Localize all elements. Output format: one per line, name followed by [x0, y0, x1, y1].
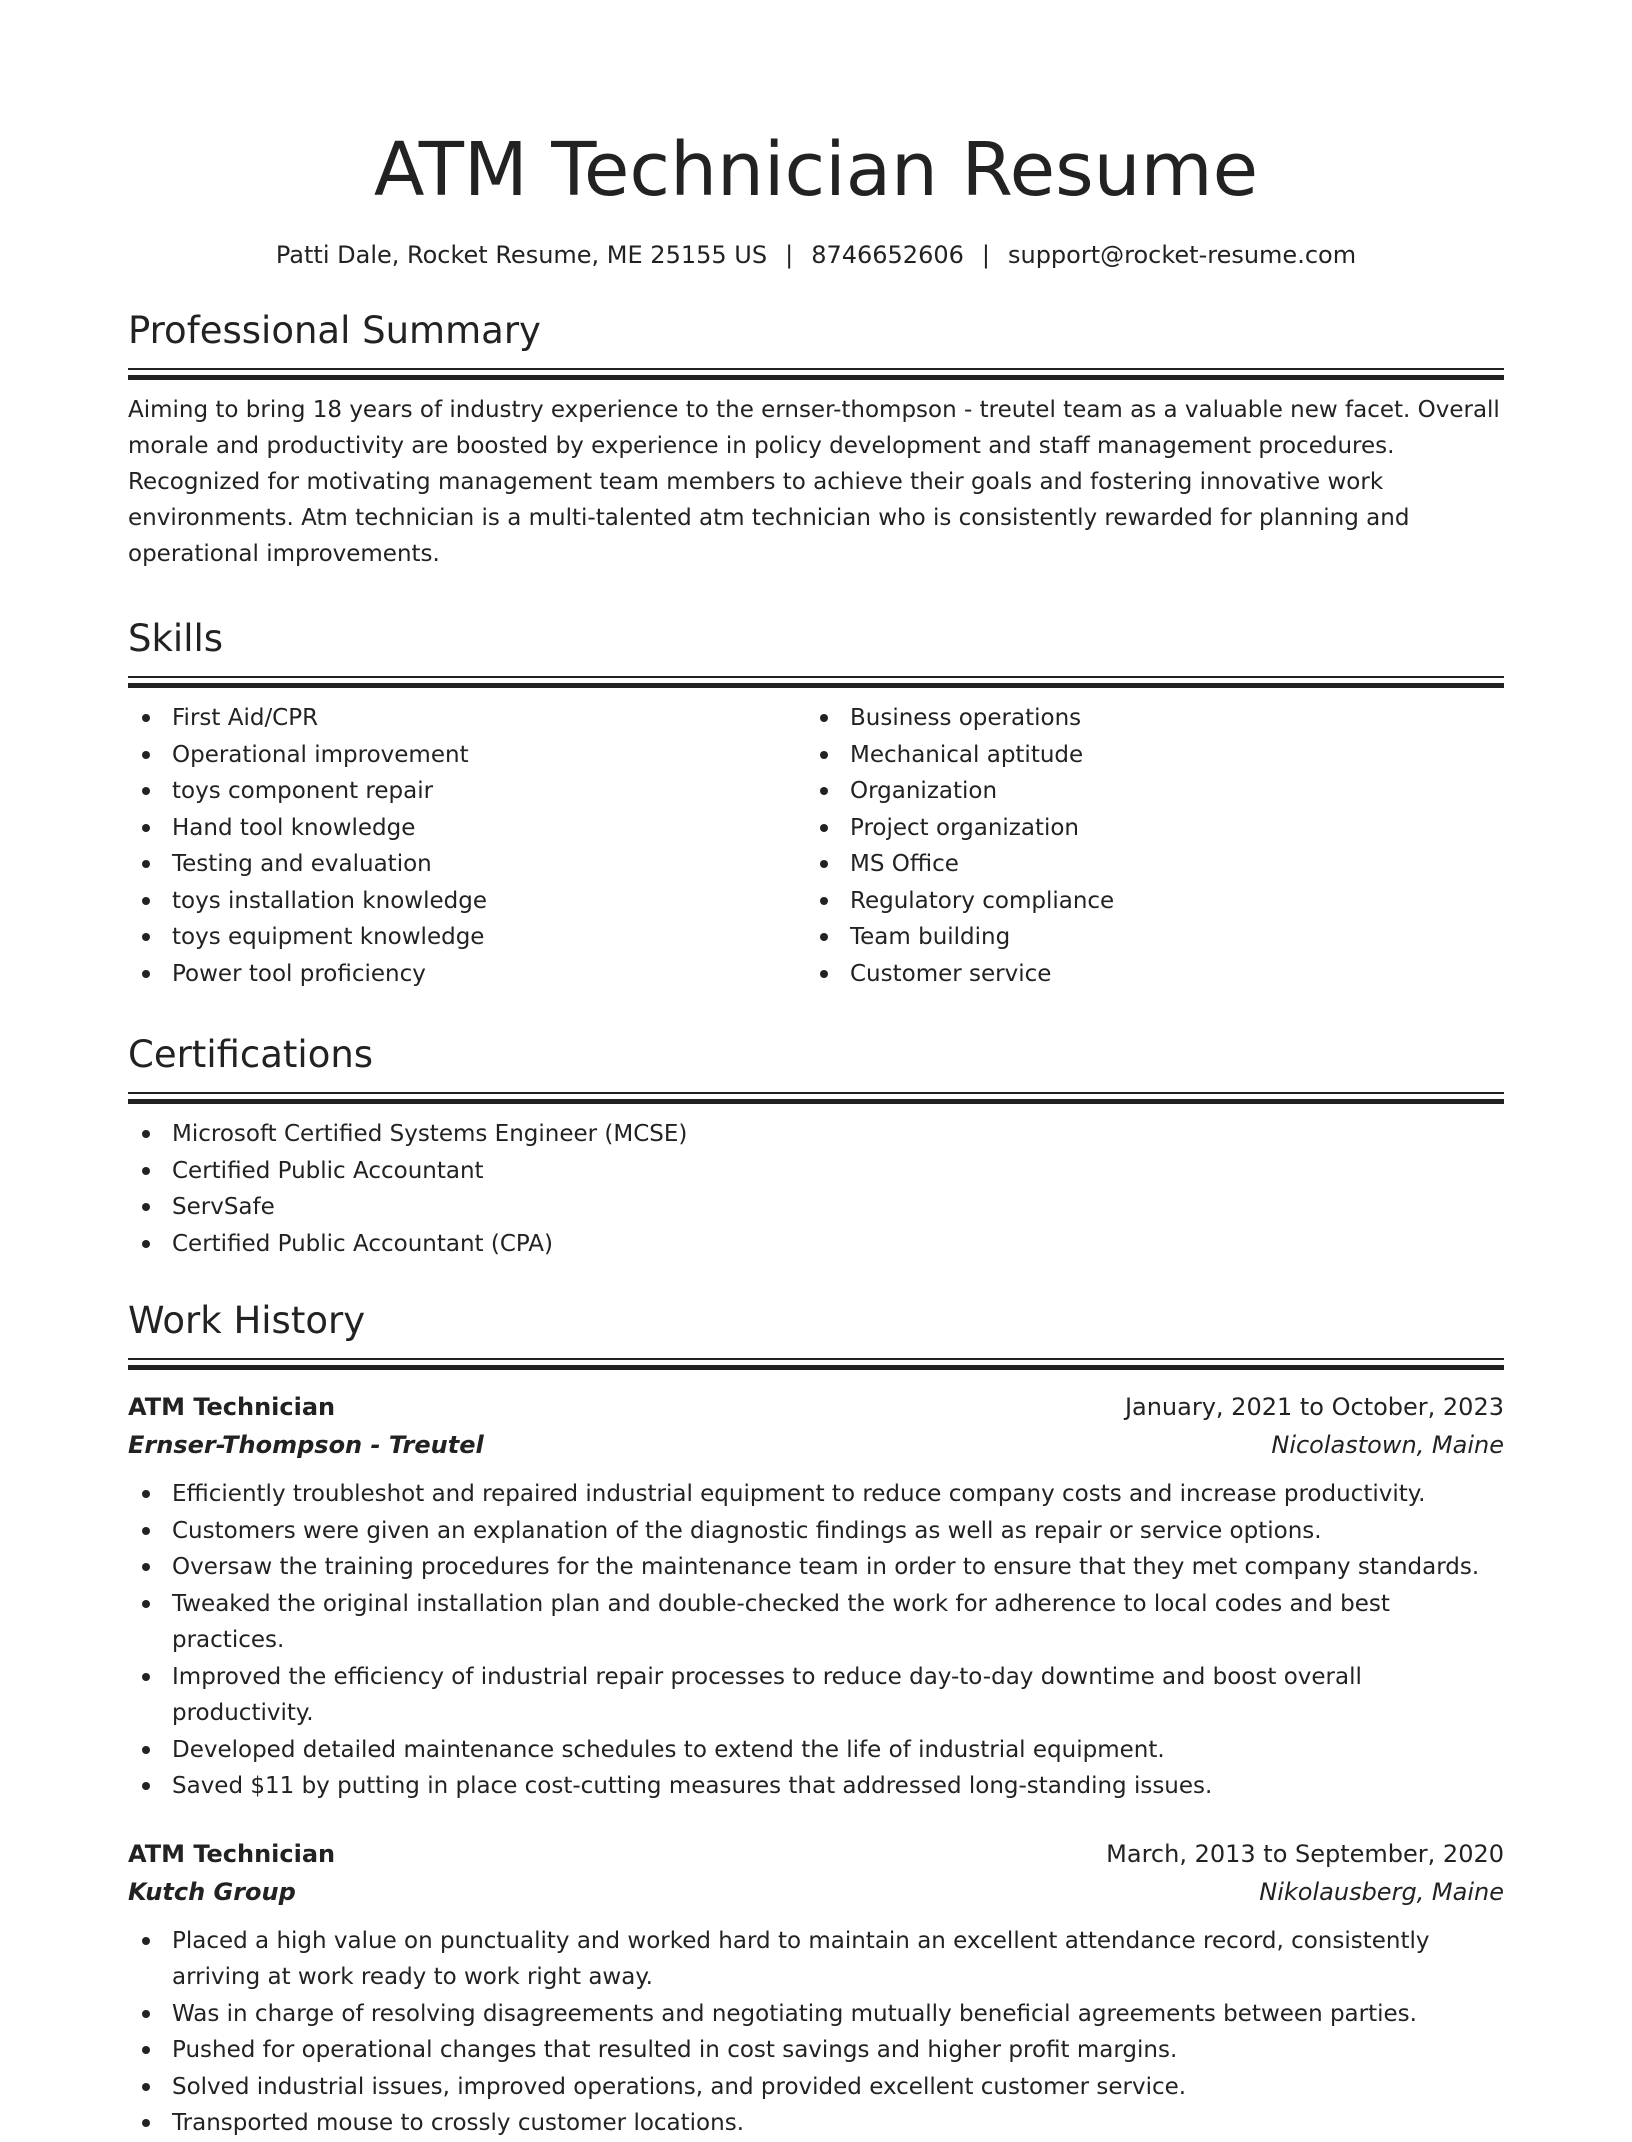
certifications-list — [128, 1116, 1504, 1262]
certification-item: Microsoft Certified Systems Engineer (MCSE) — [128, 1116, 1504, 1153]
job-bullet: Transported mouse to crossly customer locations. — [128, 2105, 1504, 2142]
skill-item: Organization — [806, 773, 1484, 810]
skill-item: Project organization — [806, 810, 1484, 847]
job-location: Nicolastown, Maine — [1271, 1431, 1504, 1459]
skill-item: MS Office — [806, 846, 1484, 883]
certification-item: Certified Public Accountant (CPA) — [128, 1226, 1504, 1263]
skill-item: Business operations — [806, 700, 1484, 737]
job-location: Nikolausberg, Maine — [1259, 1877, 1504, 1906]
skill-item: Mechanical aptitude — [806, 737, 1484, 774]
job-bullet: Placed a high value on punctuality and worked hard to maintain an excellent attendance record, consistently arriving at work ready to work right away. — [128, 1923, 1504, 1996]
job-bullet: Was in charge of resolving disagreements and negotiating mutually beneficial agreements between parties. — [128, 1996, 1504, 2033]
job-bullet: Solved industrial issues, improved operations, and provided excellent customer service. — [128, 2069, 1504, 2106]
summary-section — [128, 306, 1504, 572]
summary-heading: Professional Summary — [128, 309, 541, 352]
job-dates: January, 2021 to October, 2023 — [1124, 1393, 1504, 1421]
job-subheader — [128, 1426, 1504, 1464]
contact-separator: | — [981, 241, 990, 269]
job-header — [128, 1835, 1504, 1873]
skill-item: First Aid/CPR — [128, 700, 806, 737]
job-subheader — [128, 1873, 1504, 1911]
job-title: ATM Technician — [128, 1393, 336, 1421]
skill-item: Operational improvement — [128, 737, 806, 774]
resume-title: ATM Technician Resume — [373, 127, 1259, 213]
skills-list-left — [128, 700, 806, 992]
certification-item: ServSafe — [128, 1189, 1504, 1226]
job-header — [128, 1388, 1504, 1426]
job-bullet: Improved the efficiency of industrial repair processes to reduce day-to-day downtime and boost overall productivity. — [128, 1659, 1504, 1732]
job-bullet: Pushed for operational changes that resulted in cost savings and higher profit margins. — [128, 2032, 1504, 2069]
skill-item: Power tool proficiency — [128, 956, 806, 993]
skills-list-right — [806, 700, 1484, 992]
job-dates: March, 2013 to September, 2020 — [1106, 1839, 1504, 1868]
job-bullets — [128, 1476, 1504, 1805]
job-bullet: Oversaw the training procedures for the maintenance team in order to ensure that they met company standards. — [128, 1549, 1504, 1586]
section-divider — [128, 1358, 1504, 1374]
summary-text: Aiming to bring 18 years of industry experience to the ernser-thompson - treutel team as a valuable new facet. Overall morale and productivity are boosted by experience in policy development and staff management procedures. Recognized for motivating management team members to achieve their goals and fostering innovative work environments. Atm technician is a multi-talented atm technician who is consistently rewarded for planning and operational improvements. — [128, 397, 1500, 567]
job-bullets — [128, 1923, 1504, 2142]
contact-email[interactable]: support@rocket-resume.com — [1007, 241, 1357, 269]
section-divider — [128, 1092, 1504, 1108]
job-entry — [128, 1388, 1504, 1805]
job-entry — [128, 1835, 1504, 2142]
contact-phone: 8746652606 — [811, 241, 964, 269]
contact-address: Patti Dale, Rocket Resume, ME 25155 US — [275, 241, 768, 269]
skill-item: Customer service — [806, 956, 1484, 993]
certification-item: Certified Public Accountant — [128, 1153, 1504, 1190]
skill-item: toys installation knowledge — [128, 883, 806, 920]
job-bullet: Saved $11 by putting in place cost-cutting measures that addressed long-standing issues. — [128, 1768, 1504, 1805]
certifications-section — [128, 1030, 1504, 1262]
job-bullet: Developed detailed maintenance schedules to extend the life of industrial equipment. — [128, 1732, 1504, 1769]
job-bullet: Customers were given an explanation of the diagnostic findings as well as repair or service options. — [128, 1513, 1504, 1550]
skills-columns — [128, 692, 1504, 992]
skill-item: toys component repair — [128, 773, 806, 810]
job-bullet: Efficiently troubleshot and repaired industrial equipment to reduce company costs and increase productivity. — [128, 1476, 1504, 1513]
work-history-section — [128, 1296, 1504, 2142]
section-divider — [128, 368, 1504, 384]
skill-item: toys equipment knowledge — [128, 919, 806, 956]
job-company: Ernser-Thompson - Treutel — [128, 1431, 484, 1459]
work-history-heading: Work History — [128, 1299, 366, 1342]
job-title: ATM Technician — [128, 1839, 336, 1868]
section-divider — [128, 676, 1504, 692]
job-company: Kutch Group — [128, 1877, 296, 1906]
skill-item: Hand tool knowledge — [128, 810, 806, 847]
skills-section — [128, 614, 1504, 992]
skill-item: Regulatory compliance — [806, 883, 1484, 920]
skill-item: Team building — [806, 919, 1484, 956]
skill-item: Testing and evaluation — [128, 846, 806, 883]
contact-separator: | — [785, 241, 794, 269]
contact-line — [128, 238, 1504, 272]
certifications-heading: Certifications — [128, 1033, 374, 1076]
job-bullet: Tweaked the original installation plan and double-checked the work for adherence to local codes and best practices. — [128, 1586, 1504, 1659]
skills-heading: Skills — [128, 617, 224, 660]
resume-page — [128, 0, 1504, 2142]
